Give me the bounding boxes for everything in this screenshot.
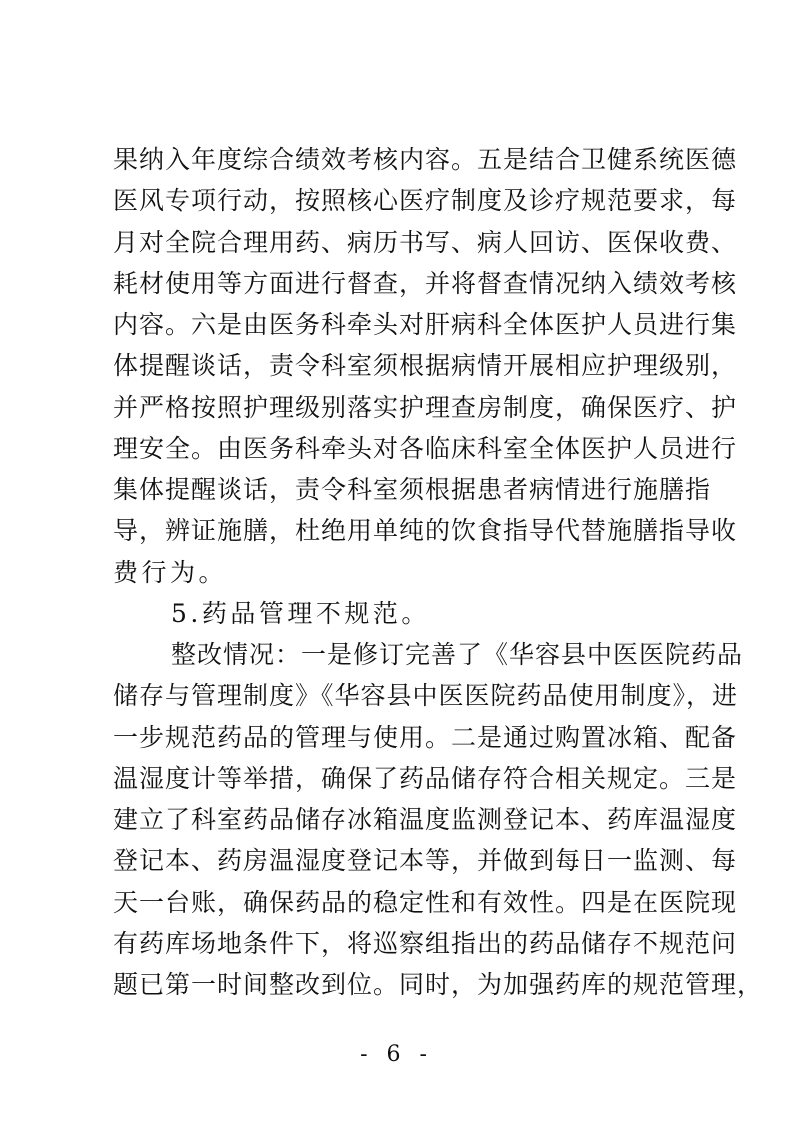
text-line: 温湿度计等举措，确保了药品储存符合相关规定。三是	[113, 763, 738, 793]
text-line: 费行为。	[113, 557, 228, 587]
text-line: 理安全。由医务科牵头对各临床科室全体医护人员进行	[113, 433, 738, 463]
text-line: 登记本、药房温湿度登记本等，并做到每日一监测、每	[113, 846, 738, 876]
text-line: 内容。六是由医务科牵头对肝病科全体医护人员进行集	[113, 310, 738, 339]
text-line: 一步规范药品的管理与使用。二是通过购置冰箱、配备	[113, 722, 738, 752]
text-line: 有药库场地条件下，将巡察组指出的药品储存不规范问	[113, 928, 738, 958]
text-line: 医风专项行动，按照核心医疗制度及诊疗规范要求，每	[113, 186, 738, 216]
paragraph-start-line: 整改情况：一是修订完善了《华容县中医医院药品	[171, 640, 744, 669]
text-line: 并严格按照护理级别落实护理查房制度，确保医疗、护	[113, 392, 738, 422]
text-line: 月对全院合理用药、病历书写、病人回访、医保收费、	[113, 227, 738, 257]
text-line: 耗材使用等方面进行督查，并将督查情况纳入绩效考核	[113, 268, 738, 298]
text-line: 建立了科室药品储存冰箱温度监测登记本、药库温湿度	[113, 805, 738, 834]
text-line: 天一台账，确保药品的稳定性和有效性。四是在医院现	[113, 887, 738, 917]
text-line: 题已第一时间整改到位。同时，为加强药库的规范管理，	[113, 970, 764, 999]
text-line: 集体提醒谈话，责令科室须根据患者病情进行施膳指	[113, 475, 712, 504]
text-line: 储存与管理制度》《华容县中医医院药品使用制度》，进	[113, 681, 739, 711]
text-line: 体提醒谈话，责令科室须根据病情开展相应护理级别，	[113, 351, 738, 381]
text-line: 导，辨证施膳，杜绝用单纯的饮食指导代替施膳指导收	[113, 516, 738, 546]
text-line: 果纳入年度综合绩效考核内容。五是结合卫健系统医德	[113, 145, 738, 174]
document-body	[113, 139, 764, 1005]
section-heading: 5.药品管理不规范。	[171, 598, 430, 628]
page-number: - 6 -	[360, 1042, 433, 1067]
